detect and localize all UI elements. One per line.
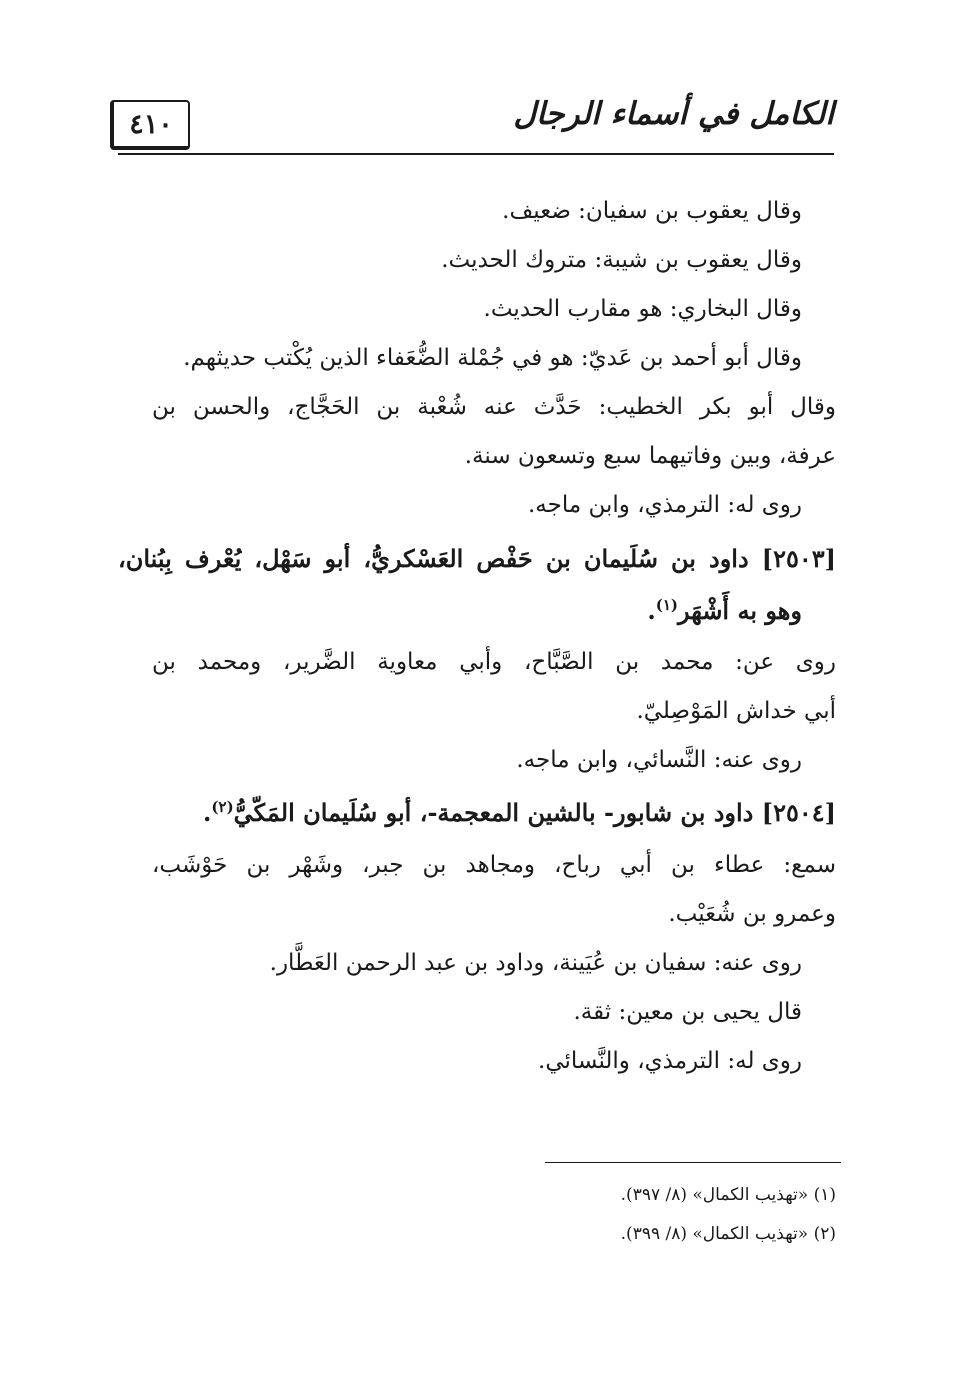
entry-2503-title-end: . <box>647 596 656 625</box>
entry-2503-narrated-from-continued: أبي خداش المَوْصِليّ. <box>636 698 836 724</box>
entry-2504-yahya-quote: قال يحيى بن معين: ثقة. <box>573 999 802 1025</box>
entry-2504-title-text: [٢٥٠٤] داود بن شابور- بالشين المعجمة-، أبو سُلَيمان المَكّيُّ <box>233 798 836 827</box>
body-line: وقال أبو أحمد بن عَديّ: هو في جُمْلة الضُّعَفاء الذين يُكْتب حديثهم. <box>183 345 802 371</box>
body-line: روى له: الترمذي، وابن ماجه. <box>528 492 802 518</box>
entry-2503-narrated-by: روى عنه: النَّسائي، وابن ماجه. <box>516 747 802 773</box>
footnote-divider <box>545 1162 841 1163</box>
body-line: وقال أبو بكر الخطيب: حَدَّث عنه شُعْبة بن الحَجَّاج، والحسن بن <box>152 394 836 420</box>
header-divider <box>118 153 834 155</box>
footnote-ref-1: (١) <box>655 596 679 614</box>
entry-2503-narrated-from: روى عن: محمد بن الصَّبَّاح، وأبي معاوية الضَّرير، ومحمد بن <box>152 649 836 675</box>
entry-2503-title-text: وهو به أَشْهَر <box>678 596 802 625</box>
entry-2503-title-continued <box>647 596 802 626</box>
running-title: الكامل في أسماء الرجال <box>513 96 834 132</box>
entry-2503-title: [٢٥٠٣] داود بن سُلَيمان بن حَفْص العَسْكريُّ، أبو سَهْل، يُعْرف بِبُنان، <box>118 544 836 573</box>
entry-2504-title <box>203 798 836 828</box>
footnote-2: (٢) «تهذيب الكمال» (٨/ ٣٩٩). <box>620 1224 836 1244</box>
entry-2504-title-end: . <box>203 798 212 827</box>
body-line: وقال يعقوب بن سفيان: ضعيف. <box>502 198 802 224</box>
footnote-1: (١) «تهذيب الكمال» (٨/ ٣٩٧). <box>620 1185 836 1205</box>
entry-2504-narrated-for-him: روى له: الترمذي، والنَّسائي. <box>538 1048 802 1074</box>
body-line: وقال يعقوب بن شيبة: متروك الحديث. <box>441 247 802 273</box>
entry-2504-narrated-by: روى عنه: سفيان بن عُيَينة، وداود بن عبد الرحمن العَطَّار. <box>269 950 802 976</box>
footnote-ref-2: (٢) <box>211 798 234 816</box>
entry-2504-heard: سمع: عطاء بن أبي رباح، ومجاهد بن جبر، وشَهْر بن حَوْشَب، <box>152 852 836 878</box>
body-line: عرفة، وبين وفاتيهما سبع وتسعون سنة. <box>464 443 836 469</box>
body-line: وقال البخاري: هو مقارب الحديث. <box>483 296 802 322</box>
page-number: ٤١٠ <box>110 100 190 150</box>
entry-2504-heard-continued: وعمرو بن شُعَيْب. <box>668 901 836 927</box>
